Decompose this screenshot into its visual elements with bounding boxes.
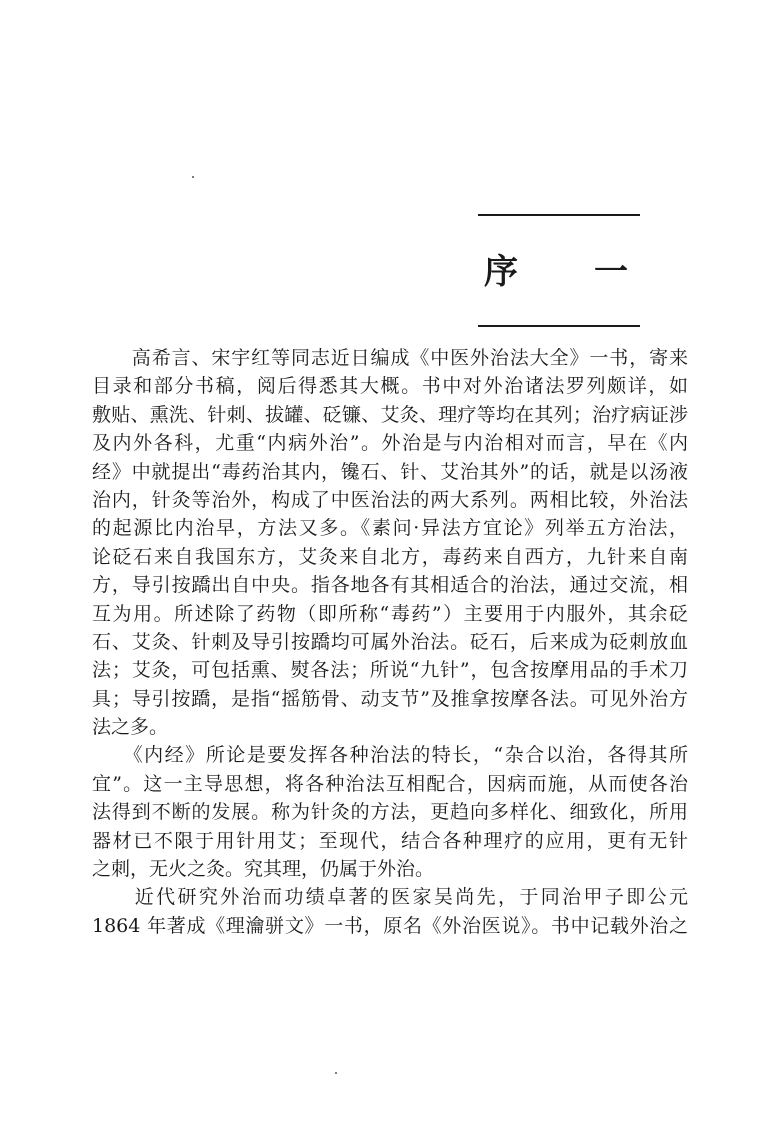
body-text	[92, 344, 688, 940]
scan-speck	[335, 1072, 337, 1074]
section-title-char-2: 一	[594, 252, 628, 292]
text-line: 宜”。这一主导思想，将各种治法互相配合，因病而施，从而使各治	[92, 772, 688, 795]
text-line: 目录和部分书稿，阅后得悉其大概。书中对外治诸法罗列颇详，如	[92, 375, 688, 398]
text-line: 近代研究外治而功绩卓著的医家吴尚先，于同治甲子即公元	[92, 886, 688, 909]
text-line: 法；艾灸，可包括熏、熨各法；所说“九针”，包含按摩用品的手术刀	[92, 659, 688, 682]
text-line: 器材已不限于用针用艾；至现代，结合各种理疗的应用，更有无针	[92, 829, 688, 852]
text-line: 方，导引按蹻出自中央。指各地各有其相适合的治法，通过交流，相	[92, 574, 688, 597]
title-top-rule	[478, 214, 640, 216]
text-line: 及内外各科，尤重“内病外治”。外治是与内治相对而言，早在《内	[92, 432, 688, 455]
text-line: 之刺，无火之灸。究其理，仍属于外治。	[92, 858, 435, 881]
text-line: 石、艾灸、针刺及导引按蹻均可属外治法。砭石，后来成为砭刺放血	[92, 630, 688, 653]
scan-speck	[192, 176, 194, 178]
text-line: 高希言、宋宇红等同志近日编成《中医外治法大全》一书，寄来	[92, 347, 688, 369]
text-line: 的起源比内治早，方法又多。《素问·异法方宜论》列举五方治法，	[92, 517, 688, 540]
text-line: 经》中就提出“毒药治其内，镵石、针、艾治其外”的话，就是以汤液	[92, 460, 688, 483]
text-line: 具；导引按蹻，是指“摇筋骨、动支节”及推拿按摩各法。可见外治方	[92, 687, 688, 710]
text-line: 《内经》所论是要发挥各种治法的特长，“杂合以治，各得其所	[92, 744, 688, 767]
text-line: 论砭石来自我国东方，艾灸来自北方，毒药来自西方，九针来自南	[92, 545, 688, 568]
title-bottom-rule	[478, 325, 640, 327]
text-line: 1864 年著成《理瀹骈文》一书，原名《外治医说》。书中记载外治之	[92, 914, 688, 937]
text-line: 敷贴、熏洗、针刺、拔罐、砭镰、艾灸、理疗等均在其列；治疗病证涉	[92, 403, 688, 426]
text-line: 法得到不断的发展。称为针灸的方法，更趋向多样化、细致化，所用	[92, 801, 688, 824]
text-line: 法之多。	[92, 716, 169, 739]
text-line: 治内，针灸等治外，构成了中医治法的两大系列。两相比较，外治法	[92, 488, 688, 511]
section-title-char-1: 序	[484, 252, 518, 292]
text-line: 互为用。所述除了药物（即所称“毒药”）主要用于内服外，其余砭	[92, 602, 688, 625]
